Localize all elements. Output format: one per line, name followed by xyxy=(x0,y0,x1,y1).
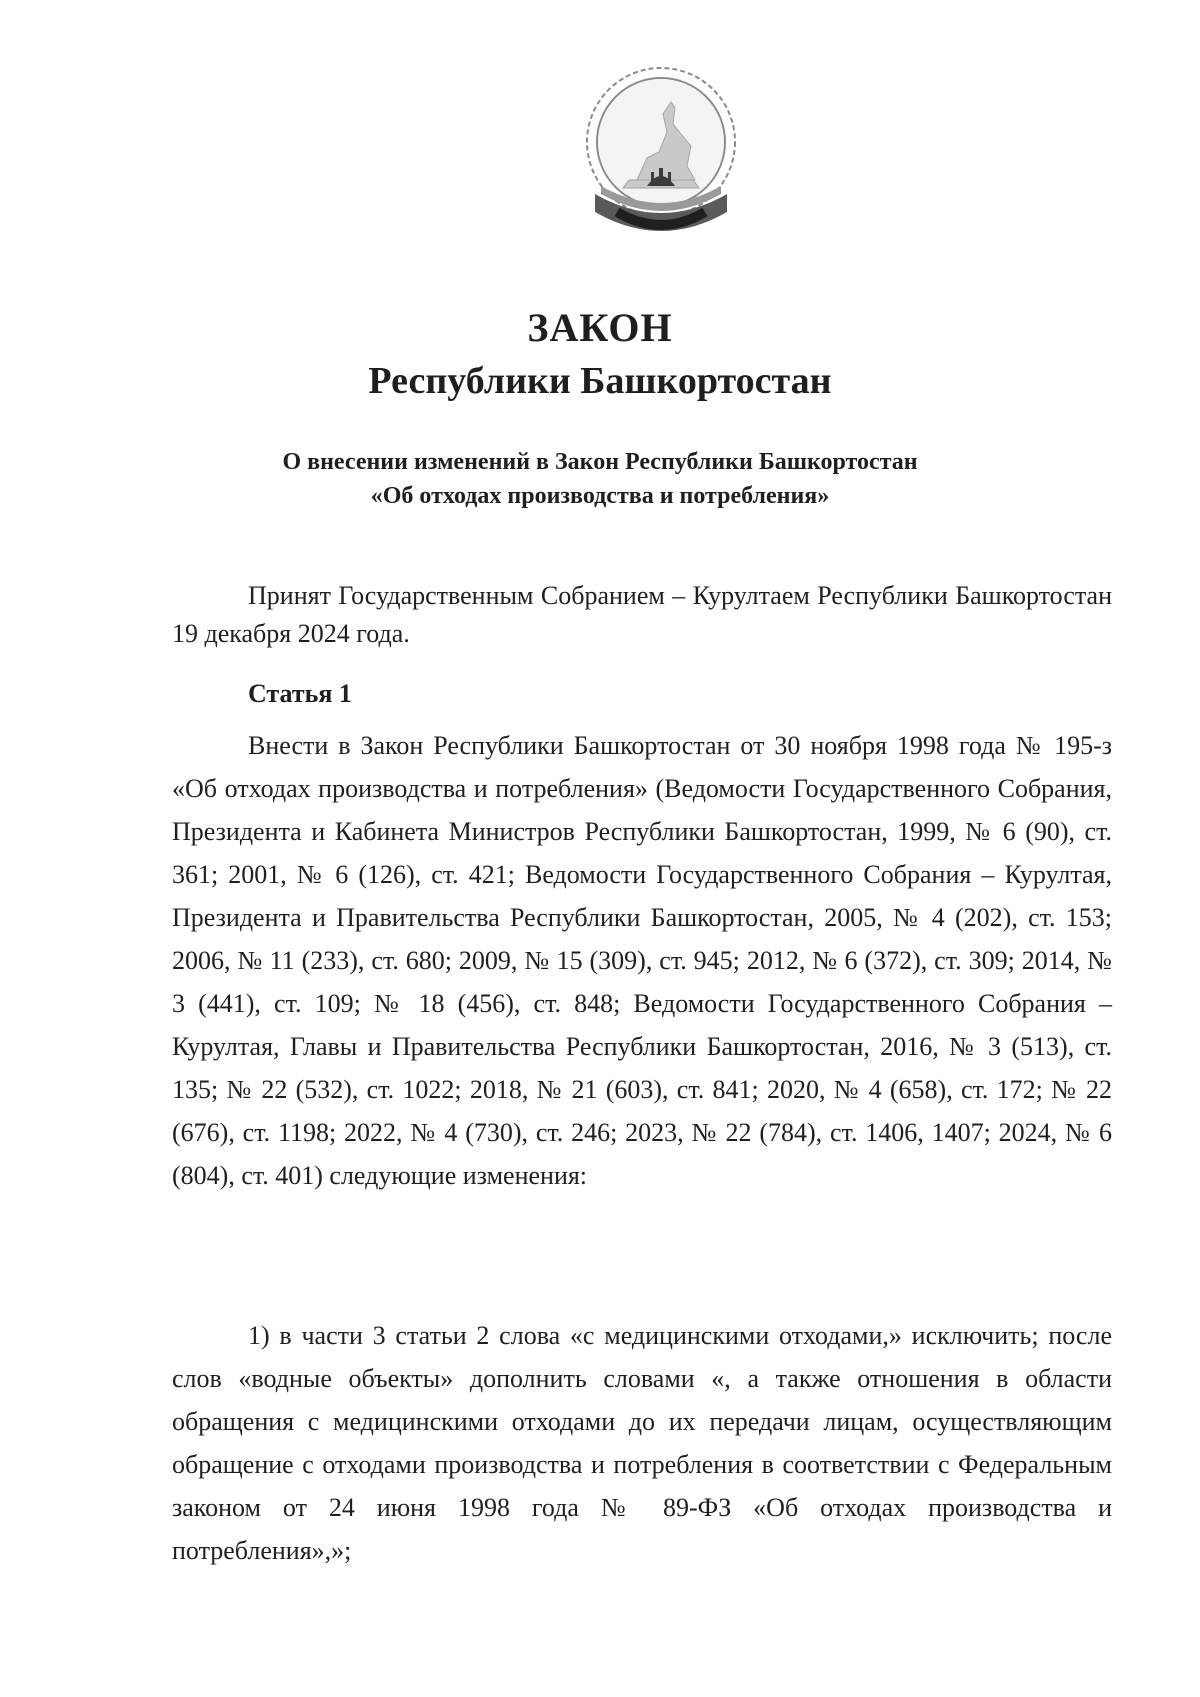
article-item-1-text: 1) в части 3 статьи 2 слова «с медицинскими отходами,» исключить; после слов «водные объекты» дополнить словами «, а также отношения в области обращения с медицинскими отходами до их передачи лицам, осуществляющим обращение с отходами производства и потребления в соответствии с Федеральным законом от 24 июня 1998 года № 89-ФЗ «Об отходах производства и потребления»,»; xyxy=(172,1321,1112,1565)
document-title: ЗАКОН xyxy=(527,305,673,350)
adoption-text: Принят Государственным Собранием – Курултаем Республики Башкортостан 19 декабря 2024 года. xyxy=(172,581,1112,648)
bashkortostan-emblem-icon xyxy=(577,62,745,248)
law-subject xyxy=(0,445,1200,513)
law-subject-line-2: «Об отходах производства и потребления» xyxy=(370,483,830,509)
law-subject-line-1: О внесении изменений в Закон Республики Башкортостан xyxy=(282,449,918,475)
article-heading: Статья 1 xyxy=(248,679,352,708)
document-subtitle: Республики Башкортостан xyxy=(368,360,832,402)
article-intro xyxy=(172,724,1112,1197)
article-item-1 xyxy=(172,1314,1112,1572)
article-intro-text: Внести в Закон Республики Башкортостан от 30 ноября 1998 года № 195-з «Об отходах производства и потребления» (Ведомости Государственного Собрания, Президента и Кабинета Министров Республики Башкортостан, 1999, № 6 (90), ст. 361; 2001, № 6 (126), ст. 421; Ведомости Государственного Собрания – Курултая, Президента и Правительства Республики Башкортостан, 2005, № 4 (202), ст. 153; 2006, № 11 (233), ст. 680; 2009, № 15 (309), ст. 945; 2012, № 6 (372), ст. 309; 2014, № 3 (441), ст. 109; № 18 (456), ст. 848; Ведомости Государственного Собрания – Курултая, Главы и Правительства Республики Башкортостан, 2016, № 3 (513), ст. 135; № 22 (532), ст. 1022; 2018, № 21 (603), ст. 841; 2020, № 4 (658), ст. 172; № 22 (676), ст. 1198; 2022, № 4 (730), ст. 246; 2023, № 22 (784), ст. 1406, 1407; 2024, № 6 (804), ст. 401) следующие изменения: xyxy=(172,731,1112,1190)
adoption-note xyxy=(172,577,1112,653)
